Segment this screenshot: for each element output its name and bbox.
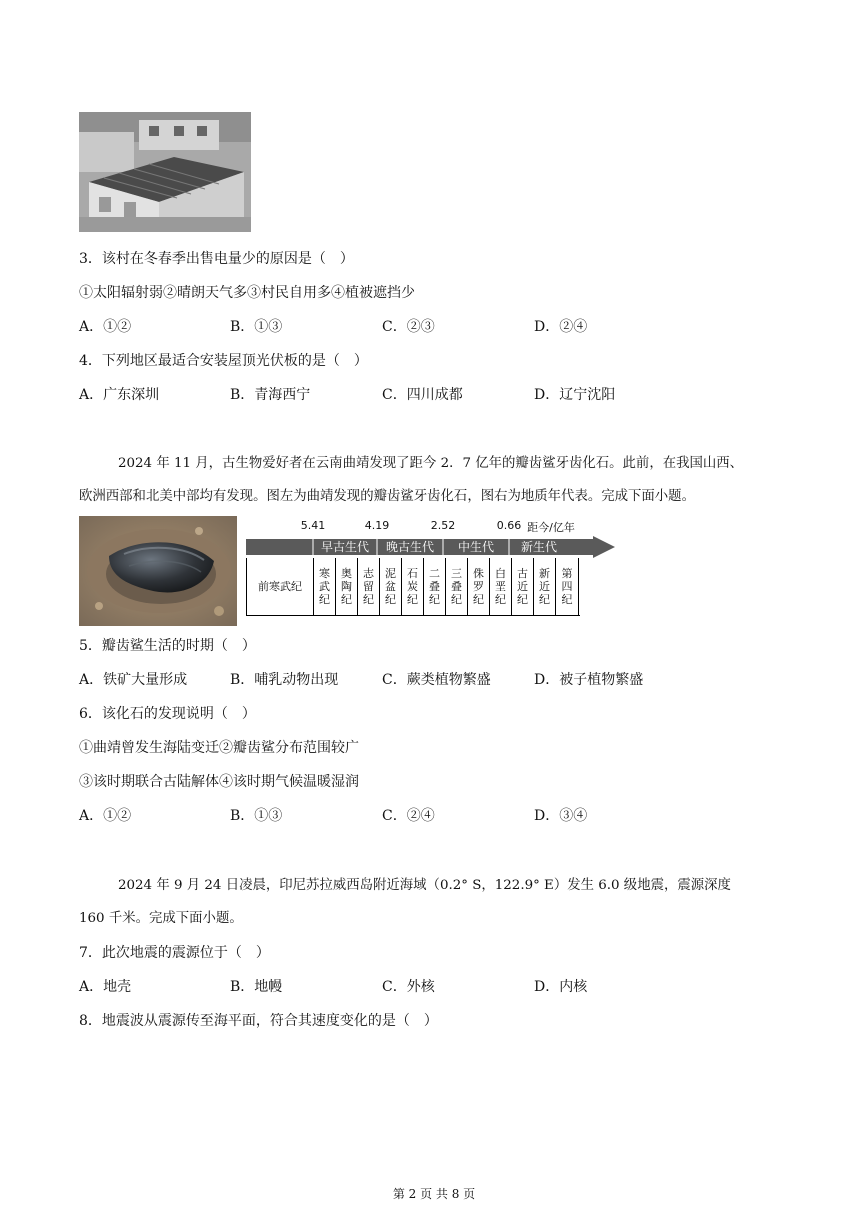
era-cenozoic: 新生代 bbox=[520, 540, 557, 554]
question-4-stem: 4．下列地区最适合安装屋顶光伏板的是（ ） bbox=[79, 353, 368, 369]
question-4-option-a[interactable]: A．广东深圳 bbox=[79, 387, 160, 403]
question-6-statements-1: ①曲靖曾发生海陆变迁②瓣齿鲨分布范围较广 bbox=[79, 740, 359, 756]
period-label: 新近纪 bbox=[539, 567, 550, 606]
period-label: 前寒武纪 bbox=[258, 580, 302, 593]
question-6-option-d[interactable]: D．③④ bbox=[534, 808, 588, 824]
timeline-numbers bbox=[245, 519, 617, 535]
question-3-option-d[interactable]: D．②④ bbox=[534, 319, 588, 335]
solar-roof-photo bbox=[79, 112, 251, 232]
question-4-option-d[interactable]: D．辽宁沈阳 bbox=[534, 387, 616, 403]
age-5-41: 5.41 bbox=[300, 519, 326, 532]
question-5-stem: 5．瓣齿鲨生活的时期（ ） bbox=[79, 638, 256, 654]
period-label: 第四纪 bbox=[561, 567, 573, 606]
period-label: 古近纪 bbox=[517, 567, 528, 606]
question-4-option-b[interactable]: B．青海西宁 bbox=[230, 387, 311, 403]
period-label: 志留纪 bbox=[363, 567, 374, 606]
period-label: 三叠纪 bbox=[451, 567, 462, 606]
question-7-option-c[interactable]: C．外核 bbox=[382, 979, 435, 995]
question-7-stem: 7．此次地震的震源位于（ ） bbox=[79, 945, 270, 961]
question-5-option-a[interactable]: A．铁矿大量形成 bbox=[79, 672, 188, 688]
passage-3-line-2: 160 千米。完成下面小题。 bbox=[79, 911, 243, 926]
question-6-option-c[interactable]: C．②④ bbox=[382, 808, 435, 824]
period-carboniferous bbox=[402, 558, 424, 615]
period-jurassic bbox=[468, 558, 490, 615]
age-4-19: 4.19 bbox=[364, 519, 390, 532]
period-label: 白垩纪 bbox=[495, 567, 506, 606]
question-7-option-a[interactable]: A．地壳 bbox=[79, 979, 132, 995]
era-mesozoic: 中生代 bbox=[457, 540, 494, 554]
page-footer: 第 2 页 共 8 页 bbox=[392, 1187, 476, 1201]
question-5-option-b[interactable]: B．哺乳动物出现 bbox=[230, 672, 339, 688]
question-6-option-b[interactable]: B．①③ bbox=[230, 808, 283, 824]
geologic-time-chart bbox=[245, 519, 617, 619]
age-2-52: 2.52 bbox=[430, 519, 456, 532]
question-3-stem: 3．该村在冬春季出售电量少的原因是（ ） bbox=[79, 251, 354, 267]
period-label: 石炭纪 bbox=[407, 567, 418, 606]
shark-tooth-fossil-photo bbox=[79, 516, 237, 626]
question-6-statements-2: ③该时期联合古陆解体④该时期气候温暖湿润 bbox=[79, 774, 359, 790]
question-7-option-d[interactable]: D．内核 bbox=[534, 979, 588, 995]
question-3-option-b[interactable]: B．①③ bbox=[230, 319, 283, 335]
era-early-paleozoic: 早古生代 bbox=[320, 540, 369, 554]
period-devonian bbox=[380, 558, 402, 615]
period-silurian bbox=[358, 558, 380, 615]
passage-2-line-1: 2024 年 11 月，古生物爱好者在云南曲靖发现了距今 2．7 亿年的瓣齿鲨牙齿化石。此前，在我国山西、 bbox=[118, 456, 744, 471]
period-cretaceous bbox=[490, 558, 512, 615]
question-5-option-d[interactable]: D．被子植物繁盛 bbox=[534, 672, 644, 688]
question-4-option-c[interactable]: C．四川成都 bbox=[382, 387, 463, 403]
period-paleogene bbox=[512, 558, 534, 615]
period-label: 寒武纪 bbox=[319, 567, 330, 606]
question-6-option-a[interactable]: A．①② bbox=[79, 808, 132, 824]
question-3-option-c[interactable]: C．②③ bbox=[382, 319, 435, 335]
period-quaternary bbox=[556, 558, 579, 615]
question-8-stem: 8．地震波从震源传至海平面，符合其速度变化的是（ ） bbox=[79, 1013, 438, 1029]
period-label: 奥陶纪 bbox=[341, 567, 352, 606]
question-5-option-c[interactable]: C．蕨类植物繁盛 bbox=[382, 672, 491, 688]
era-late-paleozoic: 晚古生代 bbox=[385, 540, 434, 554]
passage-2-line-2: 欧洲西部和北美中部均有发现。图左为曲靖发现的瓣齿鲨牙齿化石，图右为地质年代表。完成下面小题。 bbox=[79, 489, 695, 504]
period-neogene bbox=[534, 558, 556, 615]
question-3-statements: ①太阳辐射弱②晴朗天气多③村民自用多④植被遮挡少 bbox=[79, 285, 415, 301]
period-label: 侏罗纪 bbox=[473, 567, 484, 606]
period-ordovician bbox=[336, 558, 358, 615]
period-triassic bbox=[446, 558, 468, 615]
period-label: 泥盆纪 bbox=[385, 567, 396, 606]
question-7-option-b[interactable]: B．地幔 bbox=[230, 979, 283, 995]
question-6-stem: 6．该化石的发现说明（ ） bbox=[79, 706, 256, 722]
axis-unit-label: 距今/亿年 bbox=[527, 521, 575, 534]
passage-3-line-1: 2024 年 9 月 24 日凌晨，印尼苏拉威西岛附近海域（0.2° S，122.9° E）发生 6.0 级地震，震源深度 bbox=[118, 878, 731, 893]
age-0-66: 0.66 bbox=[496, 519, 522, 532]
period-precambrian bbox=[247, 558, 314, 615]
period-cambrian bbox=[314, 558, 336, 615]
period-label: 二叠纪 bbox=[429, 567, 440, 606]
question-3-option-a[interactable]: A．①② bbox=[79, 319, 132, 335]
period-table bbox=[246, 558, 580, 616]
period-permian bbox=[424, 558, 446, 615]
